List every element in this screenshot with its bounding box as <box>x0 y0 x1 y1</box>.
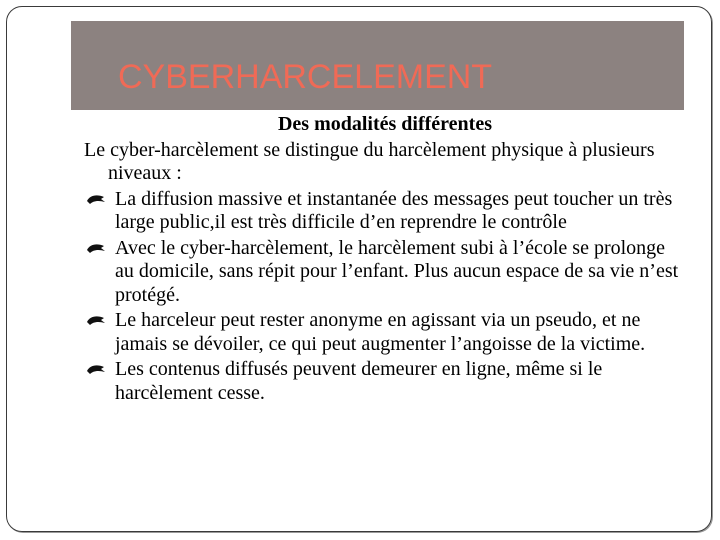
bullet-text: Avec le cyber-harcèlement, le harcèlement subi à l’école se prolonge au domicile, sans répit pour l’enfant. Plus aucun espace de sa vie n’est protégé. <box>115 236 679 306</box>
list-item <box>84 358 686 405</box>
bullet-text: La diffusion massive et instantanée des messages peut toucher un très large public,il est très difficile d’en reprendre le contrôle <box>115 187 673 233</box>
intro-paragraph: Le cyber-harcèlement se distingue du harcèlement physique à plusieurs niveaux : <box>84 138 655 184</box>
bullet-list <box>84 188 686 406</box>
bullet-icon <box>86 192 106 208</box>
subheading: Des modalités différentes <box>277 113 493 135</box>
slide-title: CYBERHARCELEMENT <box>118 58 493 96</box>
bullet-text: Le harceleur peut rester anonyme en agissant via un pseudo, et ne jamais se dévoiler, ce qui peut augmenter l’angoisse de la victime. <box>115 309 646 355</box>
bullet-text: Les contenus diffusés peuvent demeurer en ligne, même si le harcèlement cesse. <box>115 358 603 404</box>
list-item <box>84 237 686 308</box>
list-item <box>84 188 686 235</box>
bullet-icon <box>86 313 106 329</box>
list-item <box>84 309 686 356</box>
slide-content <box>84 113 686 405</box>
bullet-icon <box>86 241 106 257</box>
bullet-icon <box>86 362 106 378</box>
